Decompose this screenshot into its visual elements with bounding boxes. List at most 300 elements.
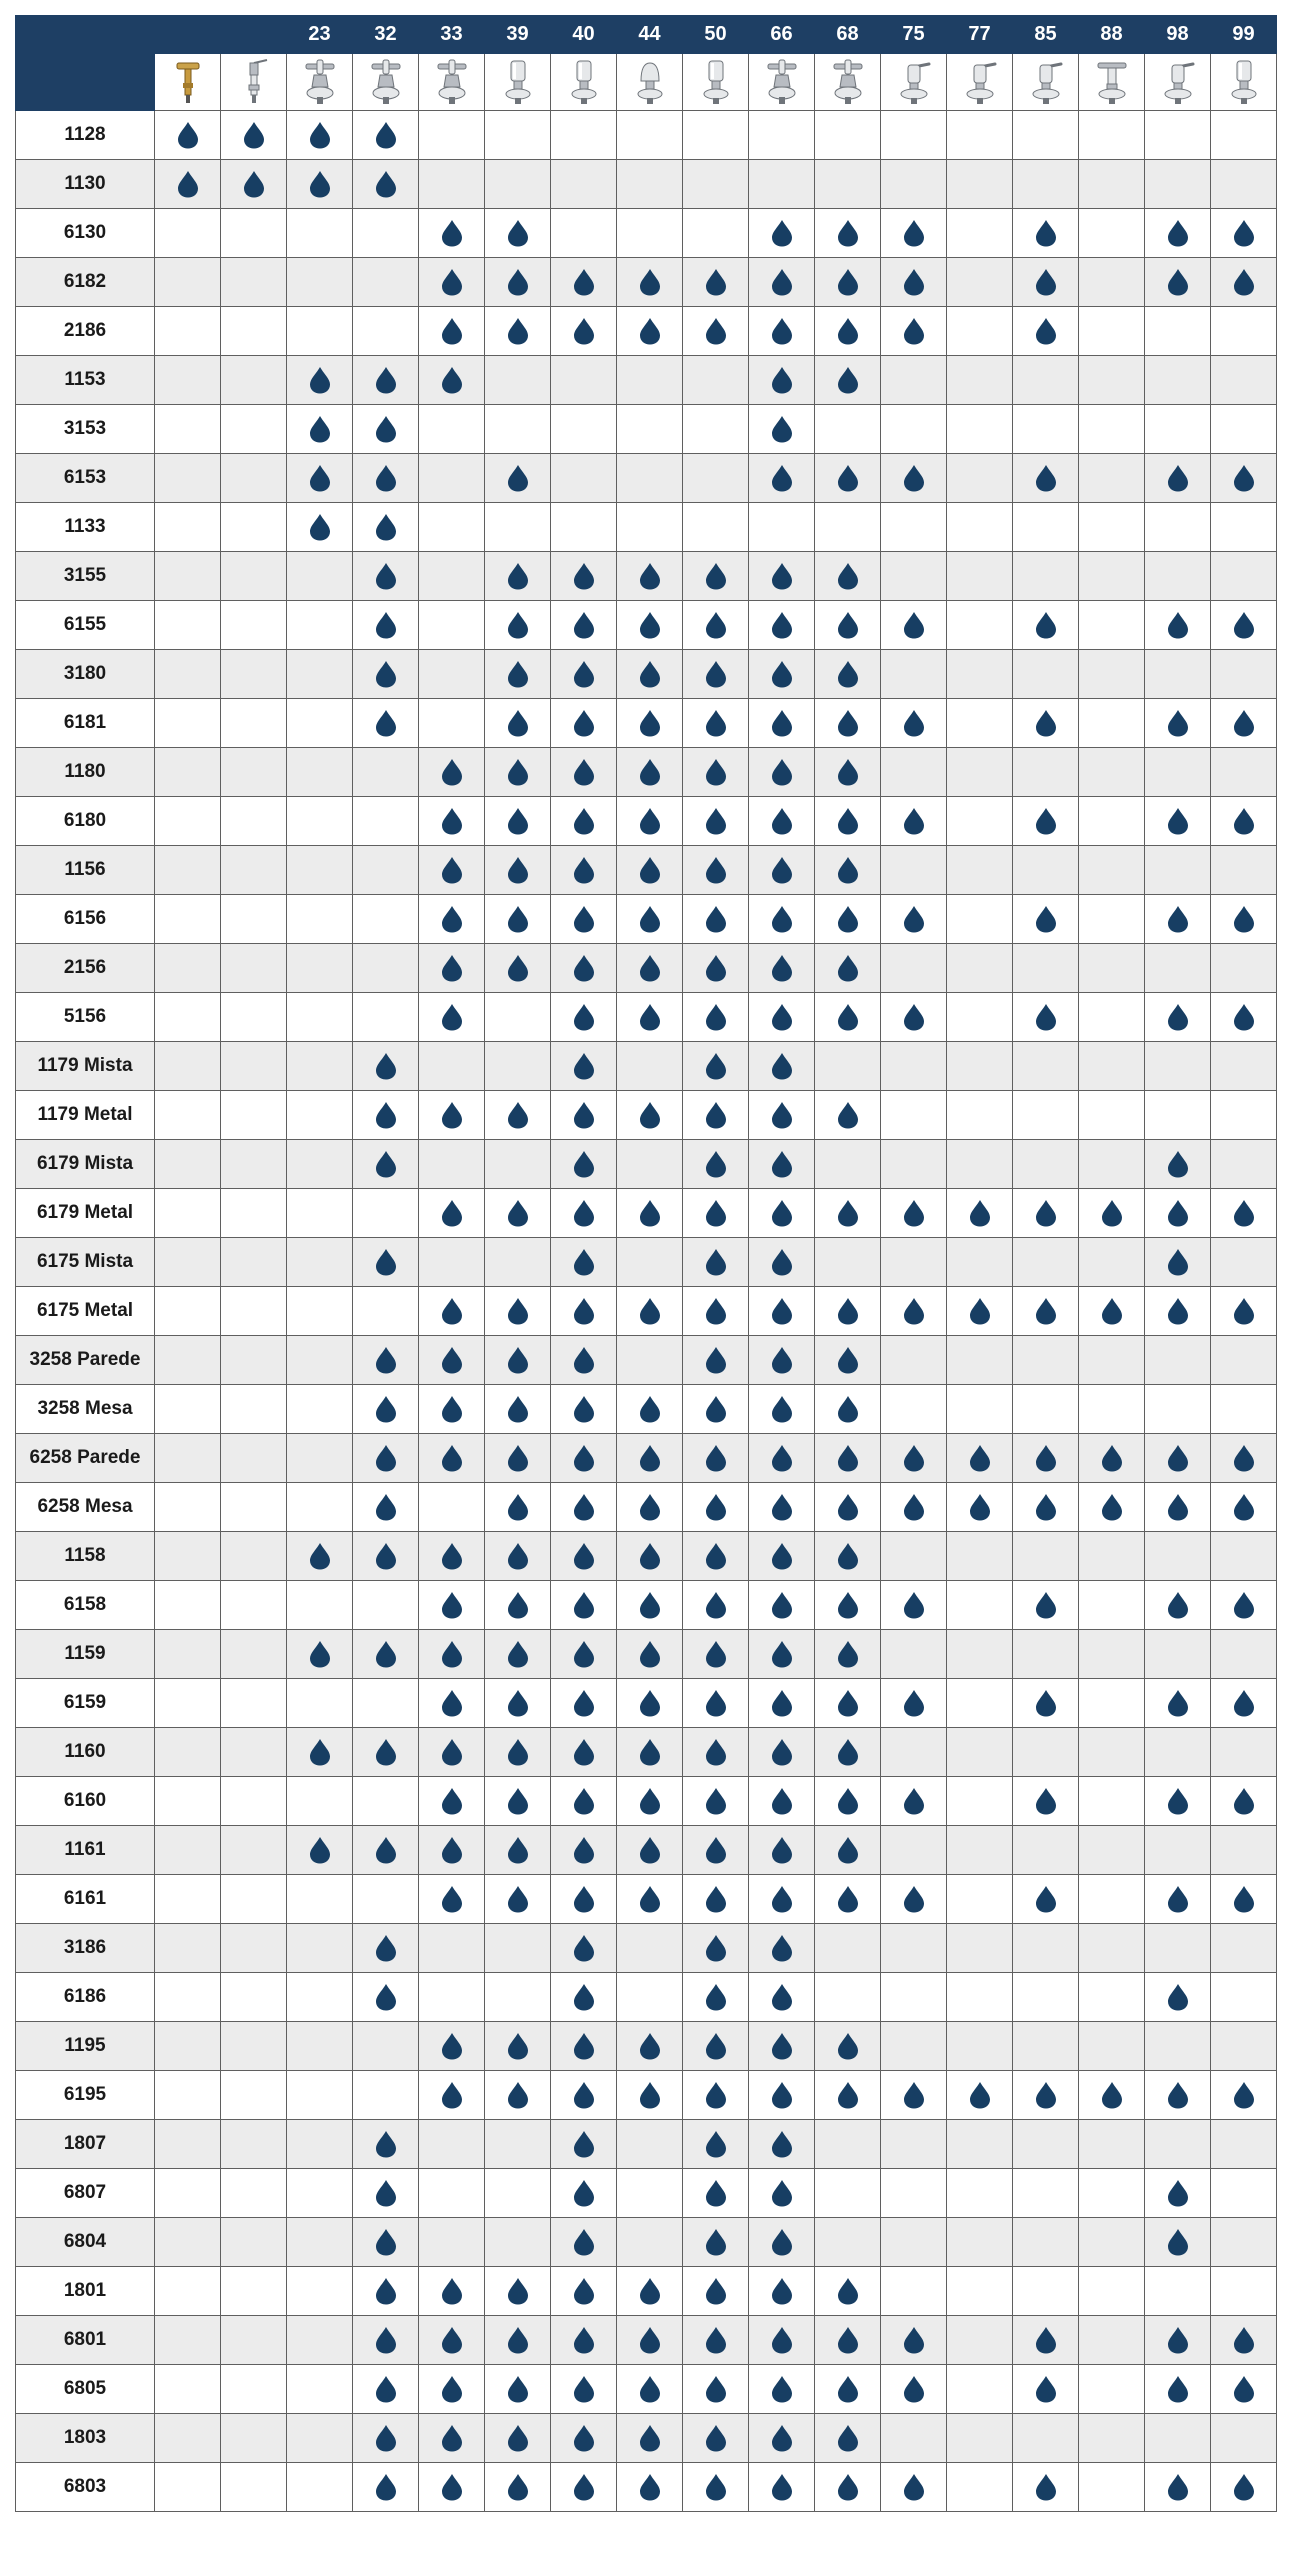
row-label: 6160 — [16, 1777, 155, 1826]
row-label: 6805 — [16, 2365, 155, 2414]
water-drop-icon — [551, 2375, 616, 2403]
table-cell — [749, 307, 815, 356]
table-cell — [617, 699, 683, 748]
table-cell — [155, 307, 221, 356]
table-cell — [221, 797, 287, 846]
water-drop-icon — [881, 1787, 946, 1815]
table-cell — [1211, 1777, 1277, 1826]
water-drop-icon — [749, 1346, 814, 1374]
table-cell — [815, 454, 881, 503]
table-cell — [881, 307, 947, 356]
water-drop-icon — [551, 2473, 616, 2501]
column-icon-cell — [419, 54, 485, 111]
water-drop-icon — [881, 1297, 946, 1325]
water-drop-icon — [683, 2081, 748, 2109]
table-cell — [221, 1532, 287, 1581]
table-cell — [485, 1483, 551, 1532]
table-cell — [617, 1777, 683, 1826]
table-cell — [551, 895, 617, 944]
row-label: 6130 — [16, 209, 155, 258]
table-cell — [617, 2316, 683, 2365]
water-drop-icon — [815, 366, 880, 394]
table-cell — [155, 552, 221, 601]
water-drop-icon — [749, 1983, 814, 2011]
table-cell — [221, 1581, 287, 1630]
table-cell — [221, 1924, 287, 1973]
table-cell — [1079, 993, 1145, 1042]
water-drop-icon — [683, 1052, 748, 1080]
table-cell — [881, 699, 947, 748]
water-drop-icon — [749, 1150, 814, 1178]
water-drop-icon — [947, 1199, 1012, 1227]
table-cell — [947, 1728, 1013, 1777]
column-number-23: 23 — [287, 16, 353, 54]
table-cell — [1145, 1581, 1211, 1630]
column-number-99: 99 — [1211, 16, 1277, 54]
water-drop-icon — [683, 709, 748, 737]
table-row — [16, 209, 1277, 258]
water-drop-icon — [749, 905, 814, 933]
table-cell — [617, 2218, 683, 2267]
table-cell — [419, 2365, 485, 2414]
table-cell — [221, 2120, 287, 2169]
table-cell — [287, 356, 353, 405]
table-cell — [419, 846, 485, 895]
water-drop-icon — [815, 1885, 880, 1913]
table-cell — [1145, 748, 1211, 797]
water-drop-icon — [353, 1346, 418, 1374]
water-drop-icon — [1211, 2375, 1276, 2403]
row-label: 1128 — [16, 111, 155, 160]
table-cell — [1013, 160, 1079, 209]
water-drop-icon — [353, 2179, 418, 2207]
table-cell — [1145, 1826, 1211, 1875]
water-drop-icon — [1013, 2081, 1078, 2109]
table-cell — [155, 160, 221, 209]
table-cell — [683, 993, 749, 1042]
table-cell — [881, 1483, 947, 1532]
water-drop-icon — [1013, 1885, 1078, 1913]
table-cell — [419, 650, 485, 699]
table-cell — [419, 2071, 485, 2120]
table-cell — [353, 1336, 419, 1385]
water-drop-icon — [551, 807, 616, 835]
table-cell — [353, 258, 419, 307]
table-cell — [1079, 1875, 1145, 1924]
table-cell — [551, 1924, 617, 1973]
table-cell — [1145, 650, 1211, 699]
table-cell — [155, 1532, 221, 1581]
table-cell — [815, 1924, 881, 1973]
table-cell — [1145, 2365, 1211, 2414]
table-cell — [419, 748, 485, 797]
table-cell — [749, 1973, 815, 2022]
table-cell — [221, 2071, 287, 2120]
water-drop-icon — [353, 1836, 418, 1864]
table-cell — [749, 1826, 815, 1875]
table-row — [16, 2316, 1277, 2365]
table-row — [16, 2169, 1277, 2218]
table-cell — [617, 2414, 683, 2463]
water-drop-icon — [815, 1199, 880, 1227]
column-number-unlabeled-0 — [155, 16, 221, 54]
table-cell — [815, 1532, 881, 1581]
column-icon-cell — [881, 54, 947, 111]
table-cell — [353, 1826, 419, 1875]
water-drop-icon — [419, 366, 484, 394]
water-drop-icon — [353, 611, 418, 639]
table-cell — [221, 1336, 287, 1385]
table-cell — [881, 2316, 947, 2365]
water-drop-icon — [815, 2277, 880, 2305]
table-cell — [155, 846, 221, 895]
table-cell — [221, 1973, 287, 2022]
table-cell — [749, 2071, 815, 2120]
table-cell — [815, 846, 881, 895]
table-cell — [881, 1091, 947, 1140]
table-cell — [485, 2120, 551, 2169]
cross-handle-valve-icon — [815, 57, 880, 107]
water-drop-icon — [881, 1003, 946, 1031]
water-drop-icon — [815, 2473, 880, 2501]
table-cell — [419, 1679, 485, 1728]
table-cell — [221, 1434, 287, 1483]
water-drop-icon — [1013, 1787, 1078, 1815]
water-drop-icon — [815, 2326, 880, 2354]
table-cell — [947, 1140, 1013, 1189]
water-drop-icon — [485, 611, 550, 639]
table-cell — [683, 1483, 749, 1532]
table-cell — [617, 2071, 683, 2120]
table-cell — [353, 552, 419, 601]
table-cell — [683, 1777, 749, 1826]
table-cell — [1079, 503, 1145, 552]
cross-handle-valve-icon — [419, 57, 484, 107]
water-drop-icon — [815, 758, 880, 786]
table-cell — [617, 1385, 683, 1434]
table-cell — [1211, 356, 1277, 405]
water-drop-icon — [617, 758, 682, 786]
table-cell — [1079, 454, 1145, 503]
table-cell — [551, 209, 617, 258]
table-cell — [815, 2365, 881, 2414]
table-cell — [155, 1385, 221, 1434]
water-drop-icon — [419, 1787, 484, 1815]
table-cell — [1079, 1630, 1145, 1679]
water-drop-icon — [485, 905, 550, 933]
table-cell — [1145, 307, 1211, 356]
table-cell — [1013, 356, 1079, 405]
water-drop-icon — [749, 268, 814, 296]
table-cell — [1145, 1042, 1211, 1091]
water-drop-icon — [1211, 905, 1276, 933]
cylinder-handle-icon — [1211, 57, 1276, 107]
water-drop-icon — [551, 1542, 616, 1570]
water-drop-icon — [551, 1493, 616, 1521]
table-cell — [1211, 650, 1277, 699]
water-drop-icon — [419, 1836, 484, 1864]
table-cell — [419, 405, 485, 454]
table-cell — [881, 1238, 947, 1287]
table-cell — [1211, 503, 1277, 552]
table-cell — [287, 258, 353, 307]
water-drop-icon — [419, 905, 484, 933]
water-drop-icon — [617, 1689, 682, 1717]
water-drop-icon — [485, 2375, 550, 2403]
water-drop-icon — [749, 2473, 814, 2501]
table-cell — [551, 2169, 617, 2218]
table-cell — [683, 2365, 749, 2414]
table-cell — [287, 1336, 353, 1385]
table-cell — [1211, 1630, 1277, 1679]
row-label: 6801 — [16, 2316, 155, 2365]
water-drop-icon — [683, 2179, 748, 2207]
table-cell — [1211, 601, 1277, 650]
cross-handle-valve-icon — [749, 57, 814, 107]
table-cell — [485, 1875, 551, 1924]
table-cell — [155, 2022, 221, 2071]
table-cell — [617, 1581, 683, 1630]
table-cell — [749, 1385, 815, 1434]
table-cell — [1211, 2414, 1277, 2463]
table-cell — [1211, 2169, 1277, 2218]
table-cell — [947, 258, 1013, 307]
water-drop-icon — [947, 1444, 1012, 1472]
table-cell — [155, 944, 221, 993]
table-cell — [947, 1287, 1013, 1336]
table-row — [16, 1483, 1277, 1532]
table-cell — [155, 1826, 221, 1875]
water-drop-icon — [1013, 317, 1078, 345]
water-drop-icon — [1145, 1983, 1210, 2011]
water-drop-icon — [617, 954, 682, 982]
table-cell — [815, 1140, 881, 1189]
table-cell — [485, 111, 551, 160]
water-drop-icon — [617, 1591, 682, 1619]
water-drop-icon — [947, 2081, 1012, 2109]
water-drop-icon — [749, 2179, 814, 2207]
table-cell — [419, 1875, 485, 1924]
water-drop-icon — [287, 1640, 352, 1668]
table-cell — [419, 1728, 485, 1777]
table-cell — [419, 1238, 485, 1287]
water-drop-icon — [617, 2424, 682, 2452]
water-drop-icon — [1145, 219, 1210, 247]
water-drop-icon — [749, 1101, 814, 1129]
water-drop-icon — [1145, 611, 1210, 639]
table-cell — [749, 2463, 815, 2512]
table-cell — [1079, 160, 1145, 209]
table-cell — [881, 1630, 947, 1679]
row-label: 6804 — [16, 2218, 155, 2267]
table-cell — [551, 797, 617, 846]
water-drop-icon — [485, 2424, 550, 2452]
water-drop-icon — [353, 1150, 418, 1178]
water-drop-icon — [881, 2081, 946, 2109]
water-drop-icon — [485, 1395, 550, 1423]
water-drop-icon — [683, 1542, 748, 1570]
water-drop-icon — [1211, 709, 1276, 737]
column-icon-cell — [551, 54, 617, 111]
table-cell — [947, 699, 1013, 748]
table-cell — [221, 944, 287, 993]
table-cell — [947, 650, 1013, 699]
water-drop-icon — [419, 2375, 484, 2403]
row-label: 3153 — [16, 405, 155, 454]
table-cell — [353, 2169, 419, 2218]
water-drop-icon — [1211, 464, 1276, 492]
table-cell — [815, 2316, 881, 2365]
table-cell — [155, 1679, 221, 1728]
table-cell — [947, 2071, 1013, 2120]
water-drop-icon — [617, 562, 682, 590]
table-cell — [419, 209, 485, 258]
table-cell — [221, 2022, 287, 2071]
table-cell — [485, 993, 551, 1042]
water-drop-icon — [749, 2326, 814, 2354]
water-drop-icon — [683, 856, 748, 884]
row-label: 5156 — [16, 993, 155, 1042]
water-drop-icon — [485, 1640, 550, 1668]
table-cell — [617, 2120, 683, 2169]
table-cell — [419, 1630, 485, 1679]
row-label: 2186 — [16, 307, 155, 356]
water-drop-icon — [551, 660, 616, 688]
table-cell — [419, 2267, 485, 2316]
table-cell — [749, 1581, 815, 1630]
table-cell — [749, 1483, 815, 1532]
table-cell — [551, 1777, 617, 1826]
table-cell — [353, 209, 419, 258]
water-drop-icon — [1211, 268, 1276, 296]
table-cell — [287, 2022, 353, 2071]
table-cell — [683, 552, 749, 601]
table-cell — [353, 1238, 419, 1287]
table-cell — [551, 2120, 617, 2169]
water-drop-icon — [353, 415, 418, 443]
table-cell — [1079, 552, 1145, 601]
table-cell — [485, 1287, 551, 1336]
table-cell — [749, 2316, 815, 2365]
table-cell — [155, 1875, 221, 1924]
water-drop-icon — [1145, 1787, 1210, 1815]
table-cell — [221, 307, 287, 356]
table-cell — [683, 1826, 749, 1875]
table-cell — [617, 993, 683, 1042]
table-cell — [1079, 209, 1145, 258]
water-drop-icon — [485, 1297, 550, 1325]
table-cell — [881, 1042, 947, 1091]
table-cell — [815, 356, 881, 405]
table-cell — [881, 650, 947, 699]
table-cell — [485, 1189, 551, 1238]
table-cell — [881, 2169, 947, 2218]
table-row — [16, 1973, 1277, 2022]
water-drop-icon — [683, 317, 748, 345]
table-cell — [485, 1973, 551, 2022]
water-drop-icon — [749, 954, 814, 982]
water-drop-icon — [749, 1003, 814, 1031]
table-body — [16, 111, 1277, 2512]
table-cell — [485, 503, 551, 552]
table-cell — [221, 2316, 287, 2365]
water-drop-icon — [485, 1199, 550, 1227]
table-cell — [683, 1630, 749, 1679]
table-cell — [1145, 1091, 1211, 1140]
water-drop-icon — [419, 2081, 484, 2109]
table-cell — [485, 1728, 551, 1777]
cylinder-handle-icon — [551, 57, 616, 107]
water-drop-icon — [419, 1542, 484, 1570]
water-drop-icon — [683, 2277, 748, 2305]
table-cell — [815, 1973, 881, 2022]
table-cell — [353, 895, 419, 944]
table-cell — [683, 2218, 749, 2267]
row-label: 6258 Mesa — [16, 1483, 155, 1532]
water-drop-icon — [815, 268, 880, 296]
table-cell — [353, 1532, 419, 1581]
table-cell — [353, 1434, 419, 1483]
table-cell — [683, 1385, 749, 1434]
water-drop-icon — [683, 2130, 748, 2158]
table-cell — [881, 1826, 947, 1875]
water-drop-icon — [1013, 611, 1078, 639]
table-cell — [1211, 1238, 1277, 1287]
table-cell — [353, 797, 419, 846]
table-cell — [617, 601, 683, 650]
water-drop-icon — [617, 1003, 682, 1031]
table-cell — [551, 1875, 617, 1924]
water-drop-icon — [683, 268, 748, 296]
table-cell — [1211, 748, 1277, 797]
table-cell — [1211, 2316, 1277, 2365]
water-drop-icon — [815, 464, 880, 492]
table-row — [16, 2414, 1277, 2463]
table-cell — [1211, 1385, 1277, 1434]
column-icon-cell — [749, 54, 815, 111]
water-drop-icon — [815, 2375, 880, 2403]
row-label: 6182 — [16, 258, 155, 307]
table-cell — [485, 454, 551, 503]
table-cell — [1079, 1238, 1145, 1287]
table-cell — [155, 356, 221, 405]
table-cell — [221, 2267, 287, 2316]
table-cell — [419, 2022, 485, 2071]
row-label: 1179 Metal — [16, 1091, 155, 1140]
water-drop-icon — [1211, 1493, 1276, 1521]
table-cell — [947, 209, 1013, 258]
water-drop-icon — [749, 1934, 814, 1962]
table-cell — [1079, 1385, 1145, 1434]
column-icon-cell — [221, 54, 287, 111]
table-cell — [551, 944, 617, 993]
table-cell — [683, 1532, 749, 1581]
table-cell — [881, 944, 947, 993]
table-cell — [353, 2071, 419, 2120]
table-cell — [353, 846, 419, 895]
table-cell — [287, 2316, 353, 2365]
table-cell — [1013, 650, 1079, 699]
cross-handle-valve-icon — [287, 57, 352, 107]
water-drop-icon — [749, 1836, 814, 1864]
table-row — [16, 944, 1277, 993]
table-cell — [1079, 1679, 1145, 1728]
table-cell — [617, 1679, 683, 1728]
table-cell — [1013, 1973, 1079, 2022]
table-cell — [881, 1189, 947, 1238]
table-cell — [1013, 2414, 1079, 2463]
water-drop-icon — [1145, 1297, 1210, 1325]
